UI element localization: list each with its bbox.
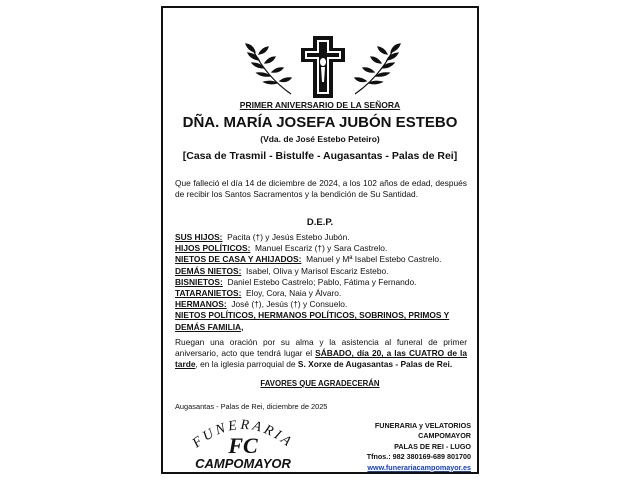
prayer-text: Ruegan una oración por su alma y la asistencia al funeral de primer aniversario, acto que tendrá lugar el bbox=[175, 337, 467, 359]
company-website-link[interactable]: www.funerariacampomayor.es bbox=[367, 462, 471, 472]
prayer-text-mid: , en la iglesia parroquial de bbox=[195, 359, 296, 370]
family-houses: [Casa de Trasmil - Bistulfe - Augasantas - Palas de Rei] bbox=[182, 150, 458, 162]
thanks-line: FAVORES QUE AGRADECERÁN bbox=[260, 379, 380, 388]
funeral-date: SÁBADO, día 20, a las CUATRO de la tarde bbox=[175, 348, 467, 370]
relative-row bbox=[175, 299, 467, 310]
church-name: S. Xorxe de Augasantas - Palas de Rei. bbox=[297, 359, 453, 370]
relative-names: José (†), Jesús (†) y Consuelo. bbox=[231, 299, 348, 310]
relative-label: HERMANOS: bbox=[175, 299, 227, 310]
relative-label: SUS HIJOS: bbox=[175, 232, 223, 242]
company-location: PALAS DE REI - LUGO bbox=[394, 441, 471, 451]
rip-heading: D.E.P. bbox=[306, 217, 334, 228]
relative-names: Daniel Estebo Castrelo; Pablo, Fátima y Fernando. bbox=[227, 276, 417, 287]
relative-names: Isabel, Oliva y Marisol Escariz Estebo. bbox=[246, 265, 389, 276]
relative-row bbox=[175, 254, 467, 265]
widow-of-line: (Vda. de José Estebo Peteiro) bbox=[260, 134, 380, 144]
anniversary-subtitle: PRIMER ANIVERSARIO DE LA SEÑORA bbox=[239, 100, 401, 110]
crucifix-icon bbox=[301, 36, 345, 98]
relative-names: Manuel Escariz (†) y Sara Castrelo. bbox=[255, 243, 388, 254]
relative-names: Manuel y Mª Isabel Estebo Castrelo. bbox=[306, 254, 442, 265]
cross-and-laurels-emblem bbox=[243, 36, 403, 98]
other-relatives: NIETOS POLÍTICOS, HERMANOS POLÍTICOS, SOBRINOS, PRIMOS Y DEMÁS FAMILIA, bbox=[175, 310, 450, 332]
funeral-home-info bbox=[323, 421, 471, 473]
relative-row bbox=[175, 288, 467, 299]
place-and-date: Augasantas - Palas de Rei, diciembre de 2025 bbox=[175, 402, 328, 411]
death-announcement: Que falleció el día 14 de diciembre de 2024, a los 102 años de edad, después de recibir los Santos Sacramentos y la bendición de Su Santidad. bbox=[175, 178, 467, 200]
company-phones: Tfnos.: 982 380169-689 801700 bbox=[366, 452, 471, 462]
relative-label: TATARANIETOS: bbox=[175, 288, 242, 299]
relative-row bbox=[175, 266, 467, 277]
deceased-name: DÑA. MARÍA JOSEFA JUBÓN ESTEBO bbox=[182, 114, 458, 131]
company-name: FUNERARIA y VELATORIOS CAMPOMAYOR bbox=[374, 421, 471, 441]
relative-row bbox=[175, 232, 467, 243]
relative-label: HIJOS POLÍTICOS: bbox=[175, 243, 251, 254]
relative-names: Eloy, Cora, Naia y Álvaro. bbox=[246, 288, 342, 299]
logo-monogram: FC bbox=[228, 433, 258, 458]
relatives-list bbox=[175, 232, 467, 333]
right-laurel-icon bbox=[355, 44, 400, 94]
obituary-notice bbox=[161, 6, 479, 474]
left-laurel-icon bbox=[246, 44, 291, 94]
funeral-invitation bbox=[175, 337, 467, 371]
funeraria-logo bbox=[173, 413, 313, 471]
relative-label: DEMÁS NIETOS: bbox=[175, 265, 242, 276]
logo-arc-text: FUNERARIA bbox=[189, 417, 297, 452]
relative-label: NIETOS DE CASA Y AHIJADOS: bbox=[175, 254, 302, 265]
relative-label: BISNIETOS: bbox=[175, 276, 223, 287]
relative-row bbox=[175, 277, 467, 288]
relative-row bbox=[175, 243, 467, 254]
logo-brand: CAMPOMAYOR bbox=[195, 456, 291, 471]
relative-names: Pacita (†) y Jesús Estebo Jubón. bbox=[227, 232, 350, 242]
